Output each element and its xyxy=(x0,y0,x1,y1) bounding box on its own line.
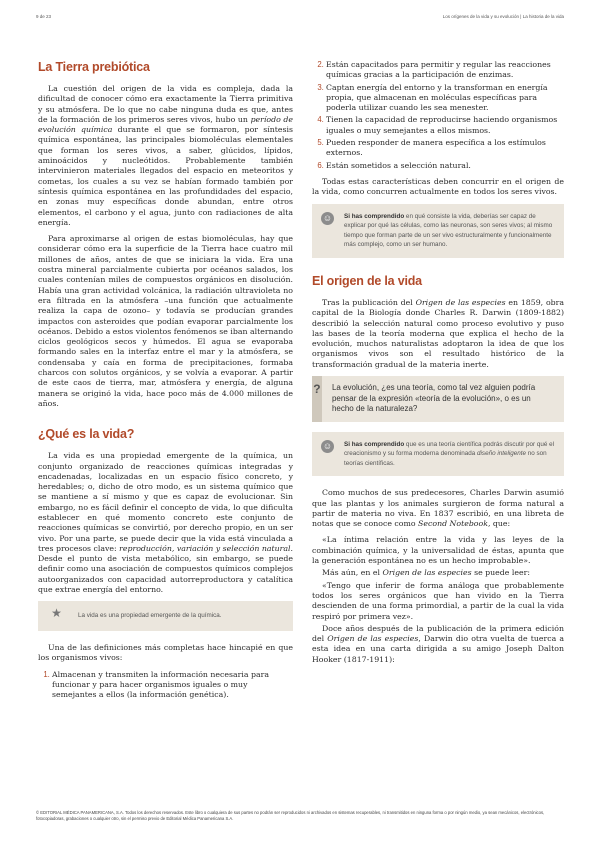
paragraph: Como muchos de sus predecesores, Charles Darwin asumió que las plantas y los animales surgieron de forma natural a partir de materia no viva. En 1837 escribió, en una libreta de notas que se conoce como Second Notebook, que: xyxy=(312,488,564,529)
list-item: 6. Están sometidos a selección natural. xyxy=(326,161,564,171)
comprehension-box: ☺ Si has comprendido que es una teoría científica podrás discutir por qué el creacionismo y su forma moderna denominada diseño inteligente no son teorías científicas. xyxy=(312,432,564,477)
section-title-what-is-life: ¿Qué es la vida? xyxy=(38,427,135,442)
quote: «La íntima relación entre la vida y las leyes de la combinación química, y la universalidad de éstas, apunta que la generación espontánea no es un hecho improbable». xyxy=(312,535,564,566)
running-header: Los orígenes de la vida y su evolución | La historia de la vida xyxy=(442,14,564,19)
paragraph: Todas estas características deben concurrir en el origen de la vida, como concurren actualmente en todos los seres vivos. xyxy=(312,176,564,197)
paragraph: Una de las definiciones más completas hace hincapié en que los organismos vivos: xyxy=(38,642,293,663)
paragraph: Para aproximarse al origen de estas biomoléculas, hay que considerar cómo era la superficie de la Tierra hace cuatro mil millones de años, antes de que se iniciara la vida. Era una costra mineral parcialmente cubierta por océanos salados, los cuales contenían miles de compuestos orgánicos en disolución. Había una gran actividad volcánica, la radiación ultravioleta no era filtrada en la atmósfera –una función que actualmente realiza la capa de ozono– y todavía se producían grandes impactos con asteroides que podían evaporar parcialmente los océanos. Debido a estos violentos fenómenos se iban alternando ciclos geológicos secos y húmedos. El agua se evaporaba formando sales en la interfaz entre el mar y la atmósfera, se condensaba y caía en forma de precipitaciones, formaba charcos con solutos orgánicos, y se volvía a evaporar. A partir de este caos de tierra, mar, atmósfera y energía, de alguna manera se originó la vida, hace poco más de 4.000 millones de años. xyxy=(38,234,293,408)
question-box xyxy=(312,376,564,422)
paragraph: La vida es una propiedad emergente de la química, un conjunto organizado de reacciones químicas integradas y encadenadas, localizadas en un espacio físico concreto, y heredables; o, dicho de otro modo, es un sistema químico que se mantiene a sí mismo y que es capaz de evolucionar. Sin embargo, no es fácil definir el concepto de vida, lo que dificulta establecer en qué momento concreto este conjunto de reacciones químicas se convirtió, por derecho propio, en un ser vivo. Por una parte, se puede decir que la vida está vinculada a tres procesos clave: reproducción, variación y selección natural. Desde el punto de vista metabólico, sin embargo, se puede definir como una asociación de compuestos químicos complejos autoorganizados con capacidad autorreproductora y catalítica que extrae energía del entorno. xyxy=(38,451,293,595)
list-item: 2. Están capacitados para permitir y regular las reacciones químicas gracias a la participación de enzimas. xyxy=(326,60,564,81)
copyright-footer: © EDITORIAL MÉDICA PANAMERICANA, S.A. Todos los derechos reservados. Este libro o cualquiera de sus partes no podrán ser reproducidos ni archivados en sistemas recuperables, ni transmitidos en ninguna forma o por ningún medio, ya sean mecánicos, electrónicos, fotocopiadoras, grabaciones o cualquier otro, sin el permiso previo de Editorial Médica Panamericana S.A. xyxy=(36,810,545,821)
paragraph: La cuestión del origen de la vida es compleja, dada la dificultad de conocer cómo era exactamente la Tierra primitiva y su atmósfera. De lo que no cabe ninguna duda es que, antes de la formación de los primeros seres vivos, hubo un período de evolución química durante el que se formaron, por síntesis química espontánea, las principales biomoléculas elementales que forman los seres vivos, a saber, glúcidos, lípidos, aminoácidos y nucleótidos. Probablemente también intervinieron materiales llegados del espacio en meteoritos y cometas, los cuales a su vez se habían formado también por síntesis química espontánea en las profundidades del espacio, en zonas muy específicas donde abundan, entre otros elementos, el carbono y el agua, junto con radiaciones de alta energía. xyxy=(38,84,293,227)
key-idea-box xyxy=(38,601,293,631)
list-item: 1. Almacenan y transmiten la información necesaria para funcionar y para hacer organismos iguales o muy semejantes a ellos (la información genética). xyxy=(52,670,293,701)
right-column xyxy=(312,60,564,671)
page-number: 9 de 23 xyxy=(36,14,52,19)
quote: «Tengo que inferir de forma análoga que probablemente todos los seres orgánicos que han vivido en la Tierra descienden de una forma primordial, a partir de la cual la vida respiró por primera vez». xyxy=(312,580,564,621)
star-icon: ★ xyxy=(51,606,62,621)
section-title-origin-of-life: El origen de la vida xyxy=(312,273,422,288)
list-item: 5. Pueden responder de manera específica a los estímulos externos. xyxy=(326,138,564,159)
left-column xyxy=(38,60,293,706)
paragraph: Más aún, en el Origen de las especies se puede leer: xyxy=(322,568,530,578)
section-title-prebiotic: La Tierra prebiótica xyxy=(38,60,150,74)
life-definition-list xyxy=(38,670,293,701)
comprehension-box: ☺ Si has comprendido en qué consiste la vida, deberías ser capaz de explicar por qué las células, como las neuronas, son seres vivos; al mismo tiempo que forman parte de un ser vivo estructuralmente y funcionalmente más complejo, como un ser humano. xyxy=(312,204,564,258)
smiley-icon: ☺ xyxy=(322,212,333,223)
paragraph: Tras la publicación del Origen de las especies en 1859, obra capital de la Biología donde Charles R. Darwin (1809-1882) describió la selección natural como proceso evolutivo y puso las bases de la teoría moderna que explica el hecho de la evolución, muchos naturalistas adoptaron la idea de que los organismos vivos son el resultado histórico de la transformación gradual de la materia inerte. xyxy=(312,297,565,369)
smiley-icon: ☺ xyxy=(322,440,333,451)
paragraph: Doce años después de la publicación de la primera edición del Origen de las especies, Darwin dio otra vuelta de tuerca a esta idea en una carta dirigida a su amigo Joseph Dalton Hooker (1817-1911): xyxy=(312,623,565,664)
life-definition-list-continued xyxy=(312,60,564,171)
key-idea-text: La vida es una propiedad emergente de la química. xyxy=(78,612,222,620)
question-text: La evolución, ¿es una teoría, como tal vez alguien podría pensar de la expresión «teoría de la evolución», o es un hecho de la naturaleza? xyxy=(331,383,536,414)
list-item: 4. Tienen la capacidad de reproducirse haciendo organismos iguales o muy semejantes a ellos mismos. xyxy=(326,115,564,136)
list-item: 3. Captan energía del entorno y la transforman en energía propia, que almacenan en moléculas específicas para poderla utilizar cuando les sea menester. xyxy=(326,83,564,114)
question-icon: ? xyxy=(312,376,322,422)
